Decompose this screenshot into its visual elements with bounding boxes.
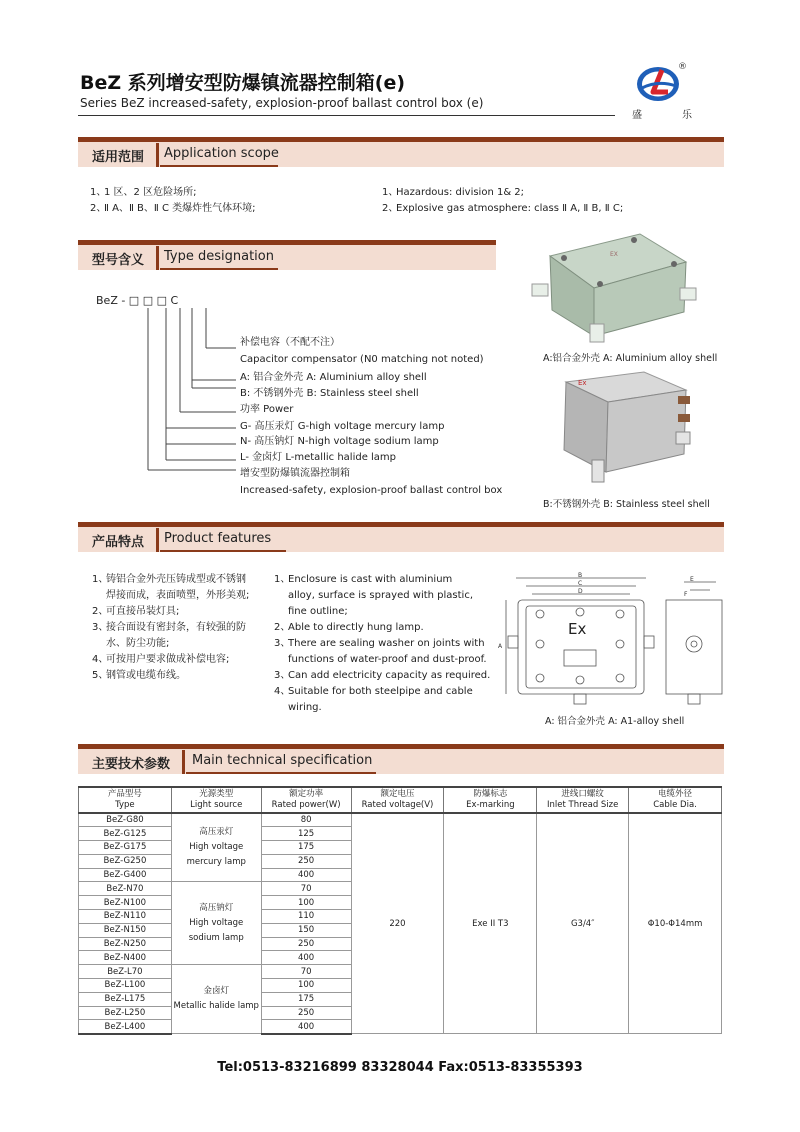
section-title-en: Application scope bbox=[164, 146, 279, 161]
col-header-power: 额定功率 Rated power(W) bbox=[261, 787, 351, 813]
drawing-ex-label: Ex bbox=[568, 620, 587, 638]
stainless-box-photo bbox=[548, 368, 698, 494]
section-header-application bbox=[78, 142, 724, 167]
technical-drawing bbox=[496, 570, 728, 710]
drawing-caption: A: 铝合金外壳 A: A1-alloy shell bbox=[545, 716, 685, 727]
list-item: 焊接而成，表面喷塑，外形美观; bbox=[106, 590, 250, 601]
logo-char-2: 乐 bbox=[682, 110, 692, 121]
list-item: fine outline; bbox=[288, 606, 348, 617]
col-header-thread: 进线口螺纹 Inlet Thread Size bbox=[537, 787, 629, 813]
section-underline bbox=[186, 772, 376, 774]
cell-type: BeZ-G250 bbox=[79, 854, 172, 868]
section-title-en: Main technical specification bbox=[192, 753, 373, 768]
list-item: 4、 可按用户要求做成补偿电容; bbox=[92, 654, 230, 665]
section-title-en: Type designation bbox=[164, 249, 274, 264]
section-title-cn: 产品特点 bbox=[92, 535, 145, 550]
list-item: 2、 Ⅱ A、Ⅱ B、Ⅱ C 类爆炸性气体环境; bbox=[90, 203, 256, 214]
designation-line: Increased-safety, explosion-proof ballast control box bbox=[240, 485, 503, 496]
cell-power: 80 bbox=[261, 813, 351, 827]
designation-line: N- 高压钠灯 N-high voltage sodium lamp bbox=[240, 436, 439, 447]
cell-type: BeZ-G80 bbox=[79, 813, 172, 827]
designation-line: A: 铝合金外壳 A: Aluminium alloy shell bbox=[240, 372, 427, 383]
cell-power: 250 bbox=[261, 854, 351, 868]
cell-power: 175 bbox=[261, 992, 351, 1006]
cell-type: BeZ-L250 bbox=[79, 1006, 172, 1020]
designation-line: 增安型防爆镇流器控制箱 bbox=[240, 468, 350, 479]
cell-power: 400 bbox=[261, 868, 351, 882]
logo-text bbox=[632, 106, 692, 121]
title-rule bbox=[78, 115, 615, 116]
section-divider bbox=[156, 528, 159, 552]
footer-contact: Tel:0513-83216899 83328044 Fax:0513-83355393 bbox=[217, 1060, 583, 1075]
list-item: 3、 There are sealing washer on joints with bbox=[274, 638, 485, 649]
list-item: 2、 Explosive gas atmosphere: class Ⅱ A, Ⅱ B, Ⅱ C; bbox=[382, 203, 624, 214]
cell-light-source: 高压钠灯 High voltage sodium lamp bbox=[171, 882, 261, 965]
cell-power: 400 bbox=[261, 1020, 351, 1034]
cell-power: 100 bbox=[261, 896, 351, 910]
spec-table bbox=[78, 786, 722, 1035]
cell-light-source: 高压汞灯 High voltage mercury lamp bbox=[171, 813, 261, 882]
photo-a-caption: A:铝合金外壳 A: Aluminium alloy shell bbox=[543, 353, 718, 364]
cell-type: BeZ-L70 bbox=[79, 965, 172, 979]
cell-power: 250 bbox=[261, 937, 351, 951]
cell-ex-marking: Exe II T3 bbox=[444, 813, 537, 1034]
list-item: 1、 Enclosure is cast with aluminium bbox=[274, 574, 453, 585]
section-underline bbox=[160, 268, 278, 270]
section-title-cn: 适用范围 bbox=[92, 150, 145, 165]
col-header-light-source: 光源类型 Light source bbox=[171, 787, 261, 813]
col-header-ex-marking: 防爆标志 Ex-marking bbox=[444, 787, 537, 813]
designation-tree-root bbox=[140, 460, 240, 480]
cell-power: 175 bbox=[261, 841, 351, 855]
cell-type: BeZ-L175 bbox=[79, 992, 172, 1006]
cell-power: 250 bbox=[261, 1006, 351, 1020]
section-divider bbox=[156, 143, 159, 167]
logo-char-1: 盛 bbox=[632, 110, 642, 121]
list-item: functions of water-proof and dust-proof. bbox=[288, 654, 487, 665]
cell-type: BeZ-N100 bbox=[79, 896, 172, 910]
section-divider bbox=[156, 246, 159, 270]
cell-type: BeZ-N150 bbox=[79, 923, 172, 937]
brand-logo bbox=[628, 62, 718, 124]
svg-text:EX: EX bbox=[610, 251, 618, 258]
features-list-en bbox=[274, 572, 490, 716]
table-row bbox=[79, 813, 722, 827]
section-underline bbox=[160, 550, 286, 552]
cell-cable: Φ10-Φ14mm bbox=[629, 813, 722, 1034]
cell-type: BeZ-N250 bbox=[79, 937, 172, 951]
dim-label: F bbox=[684, 591, 688, 598]
cell-type: BeZ-N110 bbox=[79, 910, 172, 924]
cell-type: BeZ-L400 bbox=[79, 1020, 172, 1034]
page-subtitle: Series BeZ increased-safety, explosion-proof ballast control box (e) bbox=[80, 96, 484, 110]
cell-type: BeZ-L100 bbox=[79, 979, 172, 993]
list-item: 1、 Hazardous: division 1& 2; bbox=[382, 187, 525, 198]
table-header-row bbox=[79, 787, 722, 813]
dim-label: B bbox=[578, 572, 583, 579]
col-header-cable: 电缆外径 Cable Dia. bbox=[629, 787, 722, 813]
designation-line: Capacitor compensator (N0 matching not noted) bbox=[240, 354, 484, 365]
designation-line: 补偿电容（不配不注） bbox=[240, 337, 340, 348]
section-header-designation bbox=[78, 245, 496, 270]
designation-code: BeZ - □ □ □ C bbox=[96, 294, 179, 307]
section-header-features bbox=[78, 527, 724, 552]
section-title-cn: 主要技术参数 bbox=[92, 757, 171, 772]
cell-power: 70 bbox=[261, 965, 351, 979]
section-header-spec bbox=[78, 749, 724, 774]
application-list-en bbox=[382, 185, 623, 217]
section-title-cn: 型号含义 bbox=[92, 253, 145, 268]
list-item: 3、 Can add electricity capacity as required. bbox=[274, 670, 491, 681]
photo-b-caption: B:不锈钢外壳 B: Stainless steel shell bbox=[543, 499, 710, 510]
cell-power: 125 bbox=[261, 827, 351, 841]
list-item: wiring. bbox=[288, 702, 322, 713]
col-header-type: 产品型号 Type bbox=[79, 787, 172, 813]
logo-mark-icon bbox=[636, 64, 680, 104]
list-item: 3、 接合面设有密封条，有较强的防 bbox=[92, 622, 246, 633]
col-header-voltage: 额定电压 Rated voltage(V) bbox=[351, 787, 444, 813]
cell-power: 110 bbox=[261, 910, 351, 924]
list-item: alloy, surface is sprayed with plastic, bbox=[288, 590, 474, 601]
cell-type: BeZ-N400 bbox=[79, 951, 172, 965]
cell-type: BeZ-G400 bbox=[79, 868, 172, 882]
features-list-cn bbox=[92, 572, 249, 684]
cell-thread: G3/4″ bbox=[537, 813, 629, 1034]
dim-label: C bbox=[578, 580, 583, 587]
cell-power: 70 bbox=[261, 882, 351, 896]
designation-line: 功率 Power bbox=[240, 404, 294, 415]
section-title-en: Product features bbox=[164, 531, 272, 546]
dim-label: E bbox=[690, 576, 694, 583]
dim-label: D bbox=[578, 588, 583, 595]
designation-line: L- 金卤灯 L-metallic halide lamp bbox=[240, 452, 397, 463]
cell-power: 150 bbox=[261, 923, 351, 937]
cell-light-source: 金卤灯 Metallic halide lamp bbox=[171, 965, 261, 1034]
registered-mark: ® bbox=[678, 62, 687, 72]
list-item: 1、 铸铝合金外壳压铸成型或不锈钢 bbox=[92, 574, 246, 585]
list-item: 水、防尘功能; bbox=[106, 638, 170, 649]
list-item: 1、 1 区、2 区危险场所; bbox=[90, 187, 197, 198]
cell-type: BeZ-G175 bbox=[79, 841, 172, 855]
list-item: 4、 Suitable for both steelpipe and cable bbox=[274, 686, 473, 697]
list-item: 2、 Able to directly hung lamp. bbox=[274, 622, 424, 633]
cell-voltage: 220 bbox=[351, 813, 444, 1034]
section-underline bbox=[160, 165, 278, 167]
application-list-cn bbox=[90, 185, 256, 217]
dim-label: A bbox=[498, 643, 503, 650]
cell-power: 400 bbox=[261, 951, 351, 965]
designation-tree-lines bbox=[140, 306, 240, 466]
aluminium-box-photo bbox=[530, 226, 698, 348]
cell-type: BeZ-N70 bbox=[79, 882, 172, 896]
designation-line: G- 高压汞灯 G-high voltage mercury lamp bbox=[240, 421, 445, 432]
list-item: 2、 可直接吊装灯具; bbox=[92, 606, 180, 617]
stainless-box-label: Ex bbox=[578, 379, 587, 387]
designation-line: B: 不锈钢外壳 B: Stainless steel shell bbox=[240, 388, 419, 399]
list-item: 5、 钢管或电缆布线。 bbox=[92, 670, 186, 681]
cell-type: BeZ-G125 bbox=[79, 827, 172, 841]
page-title: BeZ 系列增安型防爆镇流器控制箱(e) bbox=[80, 72, 406, 94]
cell-power: 100 bbox=[261, 979, 351, 993]
section-divider bbox=[182, 750, 185, 774]
